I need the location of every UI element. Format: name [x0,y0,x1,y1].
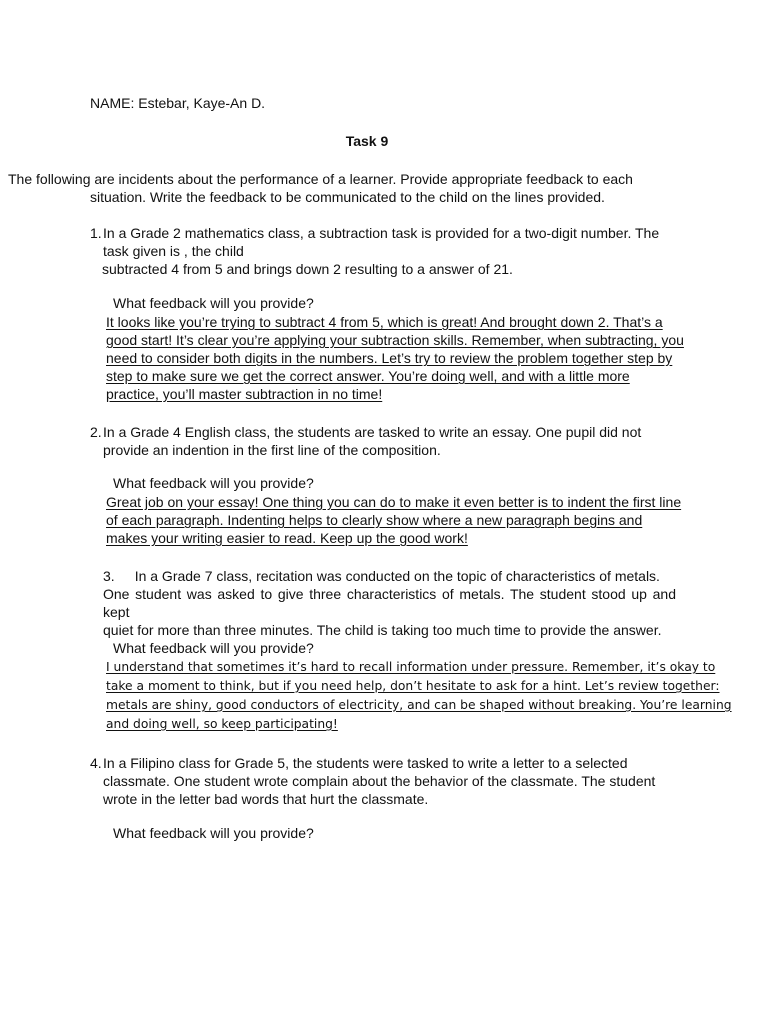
answer-line: need to consider both digits in the numbers. Let’s try to review the problem together step by [106,350,673,366]
feedback-prompt: What feedback will you provide? [113,475,314,491]
question-number: 1. [90,225,102,241]
answer-line: I understand that sometimes it’s hard to recall information under pressure. Remember, it’s okay to [106,660,716,674]
feedback-prompt: What feedback will you provide? [113,825,314,841]
instructions-line-1: The following are incidents about the performance of a learner. Provide appropriate feedback to each [8,171,633,187]
answer-line: take a moment to think, but if you need help, don’t hesitate to ask for a hint. Let’s review together: [106,679,720,693]
question-4 [90,754,676,808]
question-number: 4. [90,755,102,771]
question-line: One student was asked to give three characteristics of metals. The student stood up and kept [103,586,676,620]
answer-line: good start! It’s clear you’re applying your subtraction skills. Remember, when subtracting, you [106,332,684,348]
question-line: In a Grade 7 class, recitation was conducted on the topic of characteristics of metals. [134,568,660,584]
feedback-prompt: What feedback will you provide? [113,640,314,656]
feedback-answer-2 [106,493,682,547]
question-1 [90,224,676,278]
question-line: task given is , the child [103,243,244,259]
answer-line: It looks like you’re trying to subtract 4 from 5, which is great! And brought down 2. That’s a [106,314,663,330]
feedback-answer-1 [106,313,684,403]
question-number: 3. [103,568,115,584]
answer-line: and doing well, so keep participating! [106,717,338,731]
answer-line: Great job on your essay! One thing you can do to make it even better is to indent the first line [106,494,682,510]
name-line: NAME: Estebar, Kaye-An D. [90,95,266,111]
question-line: wrote in the letter bad words that hurt the classmate. [103,791,429,807]
question-line: In a Filipino class for Grade 5, the students were tasked to write a letter to a selected [103,755,628,771]
question-line: In a Grade 4 English class, the students are tasked to write an essay. One pupil did not [103,424,642,440]
answer-line: practice, you’ll master subtraction in no time! [106,386,383,402]
question-3 [103,567,676,639]
instructions-line-2: situation. Write the feedback to be communicated to the child on the lines provided. [90,189,605,205]
question-line: classmate. One student wrote complain about the behavior of the classmate. The student [103,773,656,789]
feedback-prompt: What feedback will you provide? [113,295,314,311]
question-number: 2. [90,424,102,440]
question-line: provide an indention in the first line of the composition. [103,442,441,458]
answer-line: step to make sure we get the correct answer. You’re doing well, and with a little more [106,368,630,384]
question-line: In a Grade 2 mathematics class, a subtraction task is provided for a two-digit number. The [103,225,660,241]
answer-line: metals are shiny, good conductors of electricity, and can be shaped without breaking. You’re learning [106,698,732,712]
instructions [8,170,676,206]
task-title: Task 9 [345,133,389,149]
question-line: quiet for more than three minutes. The child is taking too much time to provide the answer. [103,622,662,638]
answer-line: makes your writing easier to read. Keep up the good work! [106,530,468,546]
question-2 [90,423,676,459]
question-line: subtracted 4 from 5 and brings down 2 resulting to a answer of 21. [102,261,513,277]
feedback-answer-3 [106,658,732,734]
answer-line: of each paragraph. Indenting helps to clearly show where a new paragraph begins and [106,512,643,528]
